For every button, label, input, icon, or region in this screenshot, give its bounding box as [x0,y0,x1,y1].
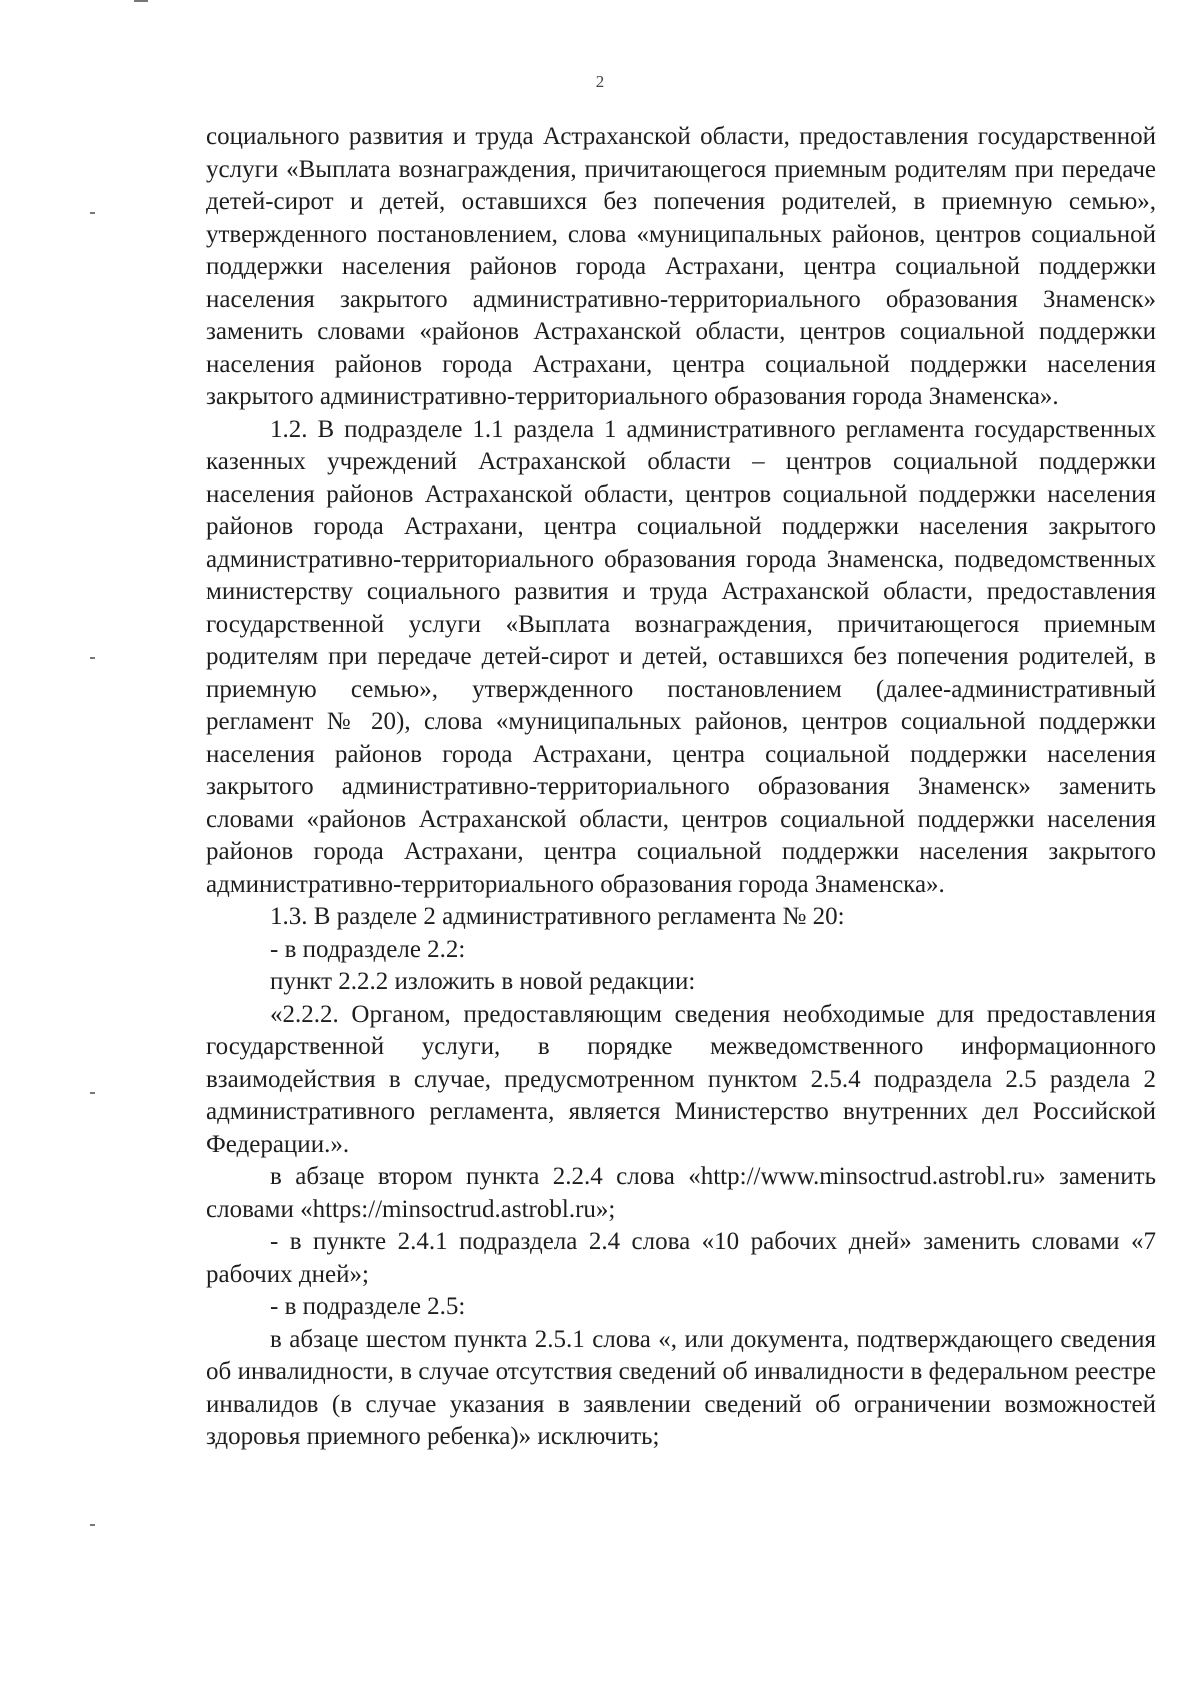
paragraph-1-2: 1.2. В подразделе 1.1 раздела 1 административного регламента государственных казенных учреждений Астраханской области – центров социальной поддержки населения районов Астраханской области, центров социальной поддержки населения районов города Астрахани, центра социальной поддержки населения закрытого административно-территориального образования города Знаменска, подведомственных министерству социального развития и труда Астраханской области, предоставления государственной услуги «Выплата вознаграждения, причитающегося приемным родителям при передаче детей-сирот и детей, оставшихся без попечения родителей, в приемную семью», утвержденного постановлением (далее-административный регламент № 20), слова «муниципальных районов, центров социальной поддержки населения районов города Астрахани, центра социальной поддержки населения закрытого административно-территориального образования Знаменск» заменить словами «районов Астраханской области, центров социальной поддержки населения районов города Астрахани, центра социальной поддержки населения закрытого административно-территориального образования города Знаменска». [206,415,1156,898]
paragraph-2-4-1: - в пункте 2.4.1 подраздела 2.4 слова «10 рабочих дней» заменить словами «7 рабочих дней»; [206,1228,1156,1288]
scan-artifact-left-4 [90,1524,95,1526]
paragraph-quoted-2-2-2: «2.2.2. Органом, предоставляющим сведения необходимые для предоставления государственной услуги, в порядке межведомственного информационного взаимодействия в случае, предусмотренном пунктом 2.5.4 подраздела 2.5 раздела 2 административного регламента, является Министерство внутренних дел Российской Федерации.». [206,1000,1156,1158]
scan-artifact-left-3 [90,1092,95,1094]
paragraph-subsection-2-2: - в подразделе 2.2: [270,935,466,963]
document-body [206,121,1156,1454]
paragraph-point-2-2-2: пункт 2.2.2 изложить в новой редакции: [270,968,696,995]
scan-artifact-top [134,0,148,2]
paragraph-continuation: социального развития и труда Астраханской области, предоставления государственной услуги «Выплата вознаграждения, причитающегося приемным родителям при передаче детей-сирот и детей, оставшихся без попечения родителей, в приемную семью», утвержденного постановлением, слова «муниципальных районов, центров социальной поддержки населения районов города Астрахани, центра социальной поддержки населения закрытого административно-территориального образования Знаменск» заменить словами «районов Астраханской области, центров социальной поддержки населения районов города Астрахани, центра социальной поддержки населения закрытого административно-территориального образования города Знаменска». [206,123,1156,410]
paragraph-subsection-2-5: - в подразделе 2.5: [270,1293,466,1320]
page-number: 2 [595,72,605,91]
scan-artifact-left-1 [90,212,95,214]
paragraph-2-5-1: в абзаце шестом пункта 2.5.1 слова «, или документа, подтверждающего сведения об инвалидности, в случае отсутствия сведений об инвалидности в федеральном реестре инвалидов (в случае указания в заявлении сведений об ограничении возможностей здоровья приемного ребенка)» исключить; [206,1325,1156,1450]
scan-artifact-left-2 [90,657,95,659]
paragraph-1-3: 1.3. В разделе 2 административного регламента № 20: [270,903,845,930]
paragraph-2-2-4: в абзаце втором пункта 2.2.4 слова «http://www.minsoctrud.astrobl.ru» заменить словами «https://minsoctrud.astrobl.ru»; [206,1163,1156,1223]
